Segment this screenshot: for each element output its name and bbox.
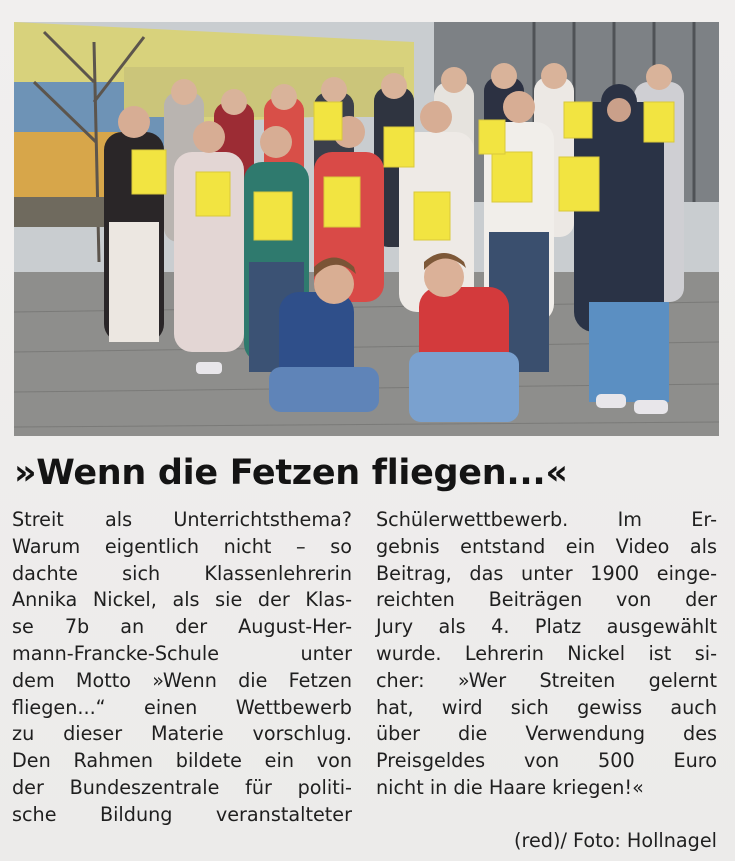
text-line: Streit als Unterrichtsthema? bbox=[12, 508, 352, 531]
photo-credit: (red)/ Foto: Hollnagel bbox=[514, 829, 717, 852]
text-line: hat, wird sich gewiss auch bbox=[376, 695, 717, 719]
text-line: wurde. Lehrerin Nickel ist si- bbox=[376, 641, 717, 665]
text-line: Preisgeldes von 500 Euro bbox=[376, 749, 717, 773]
text-line: fliegen...“ einen Wettbewerb bbox=[12, 695, 352, 719]
article-column-right bbox=[376, 507, 717, 802]
article-headline: »Wenn die Fetzen fliegen...« bbox=[14, 453, 568, 493]
text-line: Warum eigentlich nicht – so bbox=[12, 534, 352, 558]
text-line: sche Bildung veranstalteter bbox=[12, 802, 352, 826]
text-line: Jury als 4. Platz ausgewählt bbox=[376, 615, 717, 639]
text-line: über die Verwendung des bbox=[376, 722, 717, 746]
text-line: zu dieser Materie vorschlug. bbox=[12, 722, 352, 746]
text-line: Schülerwettbewerb. Im Er- bbox=[376, 508, 717, 531]
text-line: mann-Francke-Schule unter bbox=[12, 641, 352, 665]
text-line: gebnis entstand ein Video als bbox=[376, 534, 717, 558]
article-column-left bbox=[12, 507, 352, 829]
text-line: se 7b an der August-Her- bbox=[12, 615, 352, 639]
text-line: cher: »Wer Streiten gelernt bbox=[376, 668, 717, 692]
text-line: Den Rahmen bildete ein von bbox=[12, 749, 352, 773]
text-line: dachte sich Klassenlehrerin bbox=[12, 561, 352, 585]
text-line: Beitrag, das unter 1900 einge- bbox=[376, 561, 717, 585]
text-line: Annika Nickel, als sie der Klas- bbox=[12, 588, 352, 612]
text-line: der Bundeszentrale für politi- bbox=[12, 775, 352, 799]
article-photo bbox=[14, 22, 719, 436]
text-line: dem Motto »Wenn die Fetzen bbox=[12, 668, 352, 692]
text-line: nicht in die Haare kriegen!« bbox=[376, 775, 644, 799]
text-line: reichten Beiträgen von der bbox=[376, 588, 717, 612]
